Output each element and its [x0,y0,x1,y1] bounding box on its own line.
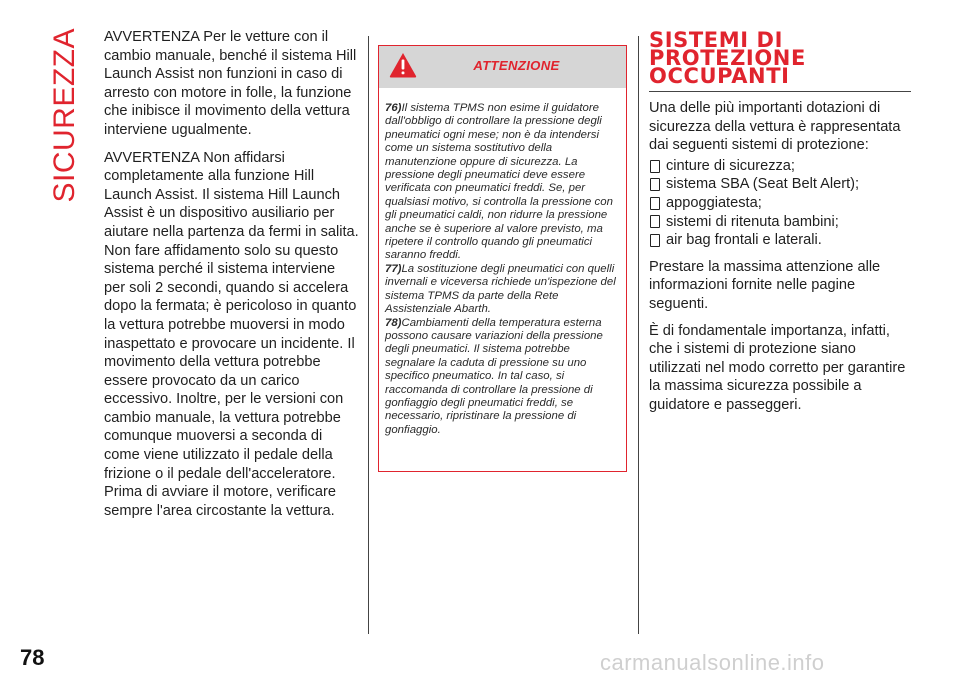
note-number: 77) [385,262,402,275]
list-item [649,175,911,194]
attention-title: ATTENZIONE [473,58,560,73]
list-item [649,157,911,176]
checkbox-bullet-icon [650,234,660,247]
paragraph-attention: Prestare la massima attenzione alle informazioni fornite nelle pagine seguenti. [649,258,881,312]
section-title-line: OCCUPANTI [649,64,790,88]
checkbox-bullet-icon [650,197,660,210]
column-divider [638,36,639,634]
list-item-label: sistema SBA (Seat Belt Alert); [666,176,860,193]
section-title-line: PROTEZIONE [649,46,806,70]
note-text: Cambiamenti della temperatura esterna possono causare variazioni della pressione degli pneumatici. Il sistema potrebbe segnalare la caduta di pressione su uno specifico pneumatico. In tal caso, si raccomanda di controllare la pressione di gonfiaggio degli pneumatici freddi, se necessario, ripristinare la pressione di gonfiaggio. [385,316,603,436]
attention-header [379,46,626,88]
note-item [385,102,620,263]
list-item [649,213,911,232]
section-title [649,28,911,92]
column-divider [368,36,369,634]
paragraph-importance: È di fondamentale importanza, infatti, che i sistemi di protezione siano utilizzati nel modo corretto per garantire la massima sicurezza possibile a guidatore e passeggeri. [649,322,906,413]
note-number: 78) [385,316,402,329]
note-text: Il sistema TPMS non esime il guidatore dall'obbligo di controllare la pressione degli pneumatici ogni mese; non è da intendersi come un sistema sostitutivo della manutenzione oppure di sicurezza. La pressione degli pneumatici deve essere verificata con pneumatici freddi. Se, per qualsiasi motivo, si controlla la pressione con gli pneumatici caldi, non ridurre la pressione anche se è superiore al valore previsto, ma ripetere il controllo quando gli pneumatici saranno freddi. [385,102,613,262]
note-item [385,263,620,317]
note-text: La sostituzione degli pneumatici con quelli invernali e viceversa richiede un'ispezione del sistema TPMS da parte della Rete Assistenziale Abarth. [385,262,616,316]
section-title-line: SISTEMI DI [649,28,783,52]
attention-notes [379,88,626,437]
column-right [649,28,911,423]
list-item-label: air bag frontali e laterali. [666,232,822,249]
checkbox-bullet-icon [650,215,660,228]
section-side-label: SICUREZZA [48,28,81,203]
list-item-label: appoggiatesta; [666,194,762,211]
section-intro: Una delle più importanti dotazioni di sicurezza della vettura è rappresentata dai seguenti sistemi di protezione: [649,100,901,154]
list-item [649,231,911,250]
column-left [104,28,359,528]
list-item-label: sistemi di ritenuta bambini; [666,213,839,230]
watermark-text: carmanualsonline.info [600,650,825,675]
paragraph-warning-1: AVVERTENZA Per le vetture con il cambio manuale, benché il sistema Hill Launch Assist non funzioni in caso di arresto con motore in folle, la funzione che inibisce il movimento della vettura interviene ugualmente. [104,29,357,138]
paragraph-warning-2: AVVERTENZA Non affidarsi completamente alla funzione Hill Launch Assist. Il sistema Hill Launch Assist è un dispositivo ausiliario per aiutare nella partenza da fermi in salita. Non fare affidamento solo su questo sistema perché il sistema interviene per soli 2 secondi, quando si accelera dopo la fermata; è pericoloso in quanto la vettura potrebbe muoversi in modo inaspettato e provocare un incidente. Il movimento della vettura potrebbe essere provocato da un carico eccessivo. Inoltre, per le versioni con cambio manuale, la vettura potrebbe comunque muoversi a seconda di come viene utilizzato il pedale della frizione o il pedale dell'acceleratore. Prima di avviare il motore, verificare sempre l'area circostante la vettura. [104,149,359,519]
protection-systems-list [649,157,911,250]
page-number: 78 [20,645,45,670]
list-item [649,194,911,213]
checkbox-bullet-icon [650,178,660,191]
list-item-label: cinture di sicurezza; [666,157,795,174]
note-item [385,317,620,438]
note-number: 76) [385,102,402,114]
attention-box [378,45,627,472]
checkbox-bullet-icon [650,160,660,173]
